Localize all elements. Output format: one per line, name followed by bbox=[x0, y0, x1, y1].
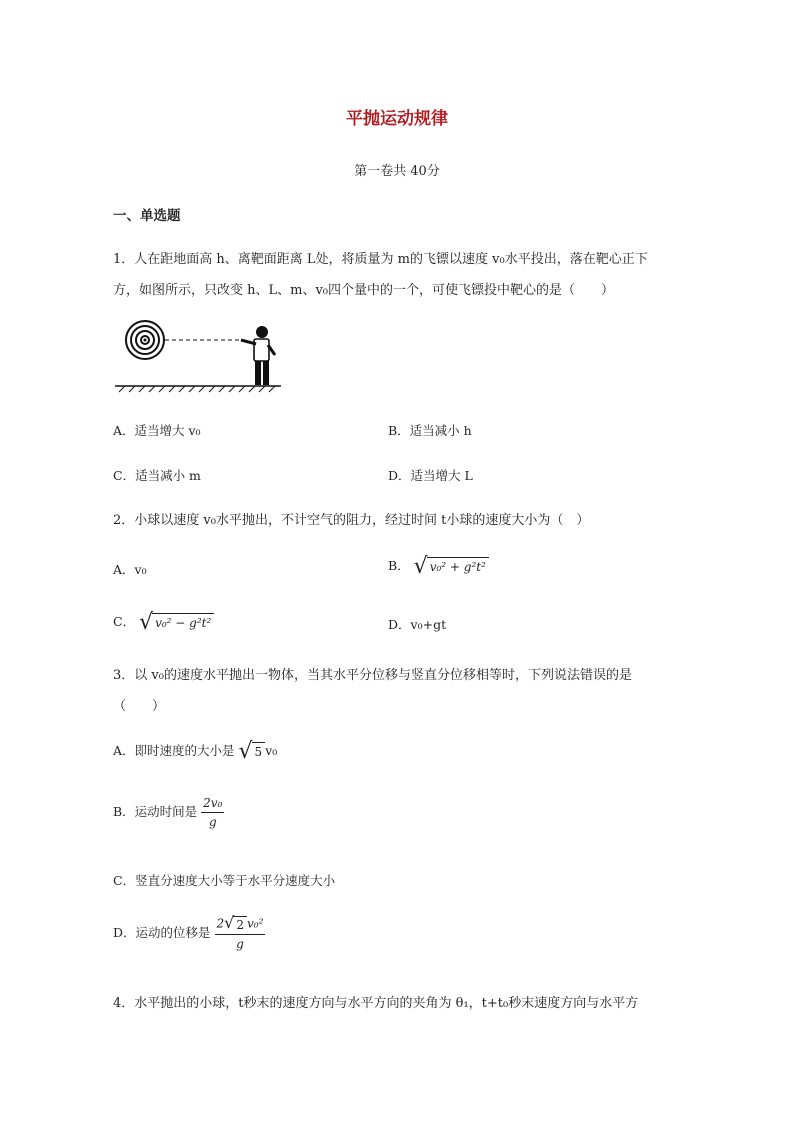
q3-option-d-numerator bbox=[215, 913, 266, 935]
page-title: 平抛运动规律 bbox=[346, 109, 448, 129]
q3-option-d-label: D．运动的位移是 bbox=[113, 925, 211, 940]
q2-option-c-label: C． bbox=[113, 614, 136, 629]
q2-option-b-formula: √ v₀² + g²t² bbox=[414, 557, 489, 577]
q3-option-a bbox=[113, 738, 278, 764]
page-subtitle: 第一卷共 40分 bbox=[354, 164, 440, 179]
q2-option-a: A．v₀ bbox=[113, 562, 147, 577]
q1-option-b: B．适当减小 h bbox=[388, 423, 472, 438]
q1-line-1: 1．人在距地面高 h、离靶面距离 L处，将质量为 m的飞镖以速度 v₀水平投出，落在靶心正下 bbox=[113, 252, 648, 267]
q3-option-a-label: A．即时速度的大小是 bbox=[113, 743, 235, 758]
q3-option-b-label: B．运动时间是 bbox=[113, 804, 198, 819]
q2-option-c bbox=[113, 609, 214, 635]
q3-option-b bbox=[113, 796, 224, 829]
q3-option-d-coefficient: 2 bbox=[216, 916, 225, 931]
q3-option-d bbox=[113, 913, 265, 951]
q3-line-1: 3．以 v₀的速度水平抛出一物体，当其水平分位移与竖直分位移相等时，下列说法错误的是 bbox=[113, 668, 632, 683]
q2-option-b-radicand: v₀² + g²t² bbox=[427, 557, 489, 577]
q3-option-d-root: √ 2 bbox=[224, 916, 247, 932]
q3-option-a-radicand: 5 bbox=[252, 742, 266, 762]
q1-option-a: A．适当增大 v₀ bbox=[113, 423, 201, 438]
q2-option-b-label: B． bbox=[388, 558, 410, 573]
q2-option-b bbox=[388, 553, 489, 579]
q3-option-b-denominator: g bbox=[208, 815, 217, 829]
q3-option-a-tail: v₀ bbox=[265, 743, 278, 758]
q1-option-d: D．适当增大 L bbox=[388, 468, 473, 483]
q2-option-c-formula: √ v₀² − g²t² bbox=[139, 613, 214, 633]
section-heading: 一、单选题 bbox=[113, 208, 181, 224]
q1-line-2: 方，如图所示，只改变 h、L、m、v₀四个量中的一个，可使飞镖投中靶心的是（ ） bbox=[113, 283, 615, 298]
q3-option-b-fraction bbox=[201, 796, 224, 829]
q3-option-c: C．竖直分速度大小等于水平分速度大小 bbox=[113, 873, 336, 888]
q3-option-a-root: √ 5 bbox=[239, 742, 266, 762]
q1-option-c: C．适当减小 m bbox=[113, 468, 201, 483]
q2-stem: 2．小球以速度 v₀水平抛出，不计空气的阻力，经过时间 t小球的速度大小为（ ） bbox=[113, 513, 590, 528]
q2-option-d: D．v₀+gt bbox=[388, 617, 447, 632]
q4-line-1: 4．水平抛出的小球，t秒末的速度方向与水平方向的夹角为 θ₁，t+t₀秒末速度方向与水平方 bbox=[113, 996, 639, 1011]
thrower-figure bbox=[241, 326, 275, 385]
q3-line-2: （ ） bbox=[113, 699, 166, 714]
q3-option-d-denominator: g bbox=[236, 937, 244, 951]
q3-option-b-numerator: 2v₀ bbox=[201, 796, 224, 813]
q3-option-d-radicand: 2 bbox=[233, 916, 247, 932]
q3-option-d-velocity: v₀² bbox=[247, 916, 264, 931]
q3-option-d-fraction bbox=[215, 913, 266, 951]
dart-target-figure bbox=[113, 318, 285, 394]
q2-option-c-radicand: v₀² − g²t² bbox=[152, 613, 214, 633]
